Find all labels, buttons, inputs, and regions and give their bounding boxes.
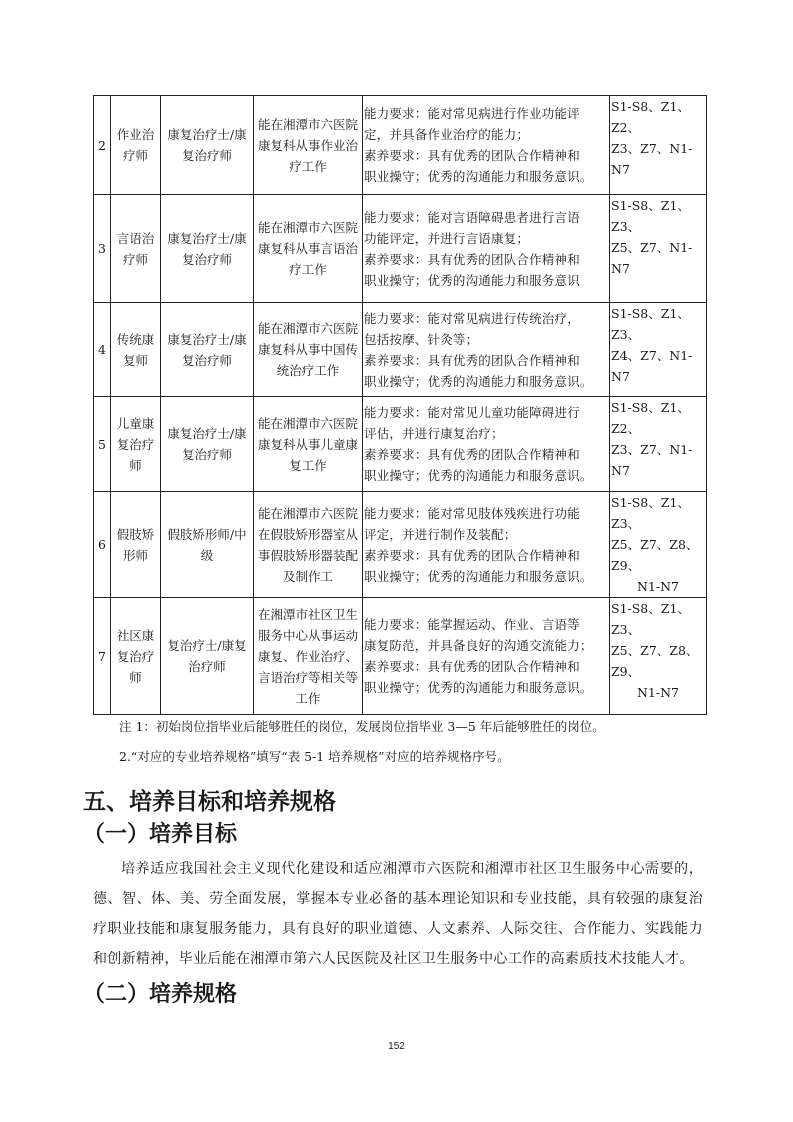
position-title: 言语治疗师 [111,195,161,303]
requirements [363,598,610,715]
requirement-line: 素养要求：具有优秀的团队合作精神和 [364,251,580,267]
requirement-line: 能力要求：能对常见病进行传统治疗， [364,310,580,326]
requirement-line: 素养要求：具有优秀的团队合作精神和 [364,148,580,163]
position-description: 能在湘潭市六医院康复科从事作业治疗工作 [254,96,363,195]
row-number: 2 [94,96,111,195]
requirement-line: 职业操守；优秀的沟通能力和服务意识。 [364,468,593,483]
job-positions-table [93,95,707,715]
table-row [94,303,707,397]
requirement-line: 职业操守；优秀的沟通能力和服务意识。 [364,680,593,695]
requirements [363,195,610,303]
table-note-1: 注 1：初始岗位指毕业后能够胜任的岗位，发展岗位指毕业 3—5 年后能够胜任的岗位。 [119,719,605,734]
certificate: 康复治疗士/康复治疗师 [161,96,254,195]
goals-paragraph: 培养适应我国社会主义现代化建设和适应湘潭市六医院和湘潭市社区卫生服务中心需要的，德、智、体、美、劳全面发展，掌握本专业必备的基本理论知识和专业技能，具有较强的康复治疗职业技能和康复服务能力，具有良好的职业道德、人文素养、人际交往、合作能力、实践能力和创新精神，毕业后能在湘潭市第六人民医院及社区卫生服务中心工作的高素质技术技能人才。 [93,861,703,967]
row-number: 6 [94,492,111,598]
requirement-line: 职业操守；优秀的沟通能力和服务意识。 [364,568,593,584]
position-description: 在湘潭市社区卫生服务中心从事运动康复、作业治疗、言语治疗等相关等工作 [254,598,363,715]
spec-code-line: N1-N7 [636,579,679,594]
specification-codes [610,303,707,397]
requirement-line: 包括按摩、针灸等； [364,331,479,347]
spec-code-line: S1-S8、Z1、Z3、 [611,306,690,342]
requirement-line: 职业操守；优秀的沟通能力和服务意识 [364,272,580,288]
spec-code-line: Z4、Z7、N1-N7 [611,348,693,384]
requirement-line: 定，并具备作业治疗的能力； [364,127,530,142]
requirement-line: 能力要求：能对常见肢体残疾进行功能 [364,505,580,521]
spec-code-line: Z3、Z7、N1-N7 [611,141,693,177]
requirement-line: 评定，并进行制作及装配； [364,526,517,542]
requirements [363,303,610,397]
table-note-2: 2.“对应的专业培养规格”填写“表 5-1 培养规格”对应的培养规格序号。 [119,749,510,764]
row-number: 5 [94,397,111,492]
requirement-line: 功能评定，并进行言语康复； [364,230,530,246]
position-title: 社区康复治疗师 [111,598,161,715]
position-title: 传统康复师 [111,303,161,397]
requirements [363,96,610,195]
table-row [94,598,707,715]
position-title: 儿童康复治疗师 [111,397,161,492]
spec-code-line: S1-S8、Z1、Z2、 [611,400,690,436]
requirements [363,397,610,492]
spec-code-line: S1-S8、Z1、Z3、 [611,198,690,234]
spec-code-line: S1-S8、Z1、Z3、 [611,601,690,637]
spec-code-line: Z5、Z7、Z8、Z9、 [611,643,699,679]
specification-codes [610,96,707,195]
requirement-line: 素养要求：具有优秀的团队合作精神和 [364,547,580,563]
certificate: 康复治疗士/康复治疗师 [161,303,254,397]
requirement-line: 能力要求：能对言语障碍患者进行言语 [364,209,580,225]
row-number: 7 [94,598,111,715]
requirement-line: 素养要求：具有优秀的团队合作精神和 [364,447,580,462]
requirement-line: 能力要求：能对常见儿童功能障碍进行 [364,405,580,420]
specification-codes [610,195,707,303]
spec-code-line: N1-N7 [636,685,679,700]
requirement-line: 职业操守；优秀的沟通能力和服务意识。 [364,169,593,184]
spec-code-line: Z5、Z7、N1-N7 [611,240,693,276]
row-number: 3 [94,195,111,303]
spec-code-line: Z5、Z7、Z8、Z9、 [611,537,699,573]
requirement-line: 素养要求：具有优秀的团队合作精神和 [364,352,580,368]
position-description: 能在湘潭市六医院康复科从事言语治疗工作 [254,195,363,303]
requirement-line: 能力要求：能对常见病进行作业功能评 [364,106,580,121]
specification-codes [610,492,707,598]
position-title: 作业治疗师 [111,96,161,195]
requirement-line: 评估，并进行康复治疗； [364,426,504,441]
certificate: 康复治疗士/康复治疗师 [161,397,254,492]
subsection-heading-goals: （一）培养目标 [83,822,238,847]
row-number: 4 [94,303,111,397]
spec-code-line: S1-S8、Z1、Z2、 [611,99,690,135]
section-heading: 五、培养目标和培养规格 [83,789,336,815]
specification-codes [610,598,707,715]
requirement-line: 能力要求：能掌握运动、作业、言语等 [364,617,580,632]
table-body [94,96,707,715]
requirement-line: 素养要求：具有优秀的团队合作精神和 [364,659,580,674]
table-notes [119,718,719,766]
specification-codes [610,397,707,492]
subsection-heading-specs: （二）培养规格 [83,982,238,1007]
certificate: 康复治疗士/康复治疗师 [161,195,254,303]
position-title: 假肢矫形师 [111,492,161,598]
table-row [94,96,707,195]
page-number: 152 [388,1041,405,1052]
position-description: 能在湘潭市六医院康复科从事儿童康复工作 [254,397,363,492]
spec-code-line: Z3、Z7、N1-N7 [611,442,693,478]
requirement-line: 康复防范，并具备良好的沟通交流能力； [364,638,593,653]
requirements [363,492,610,598]
position-description: 能在湘潭市六医院康复科从事中国传统治疗工作 [254,303,363,397]
section-content [83,786,703,1010]
requirement-line: 职业操守；优秀的沟通能力和服务意识。 [364,373,593,389]
table-row [94,397,707,492]
certificate: 复治疗士/康复治疗师 [161,598,254,715]
certificate: 假肢矫形师/中级 [161,492,254,598]
spec-code-line: S1-S8、Z1、Z3、 [611,495,690,531]
table-row [94,492,707,598]
position-description: 能在湘潭市六医院在假肢矫形器室从事假肢矫形器装配及制作工 [254,492,363,598]
table-row [94,195,707,303]
